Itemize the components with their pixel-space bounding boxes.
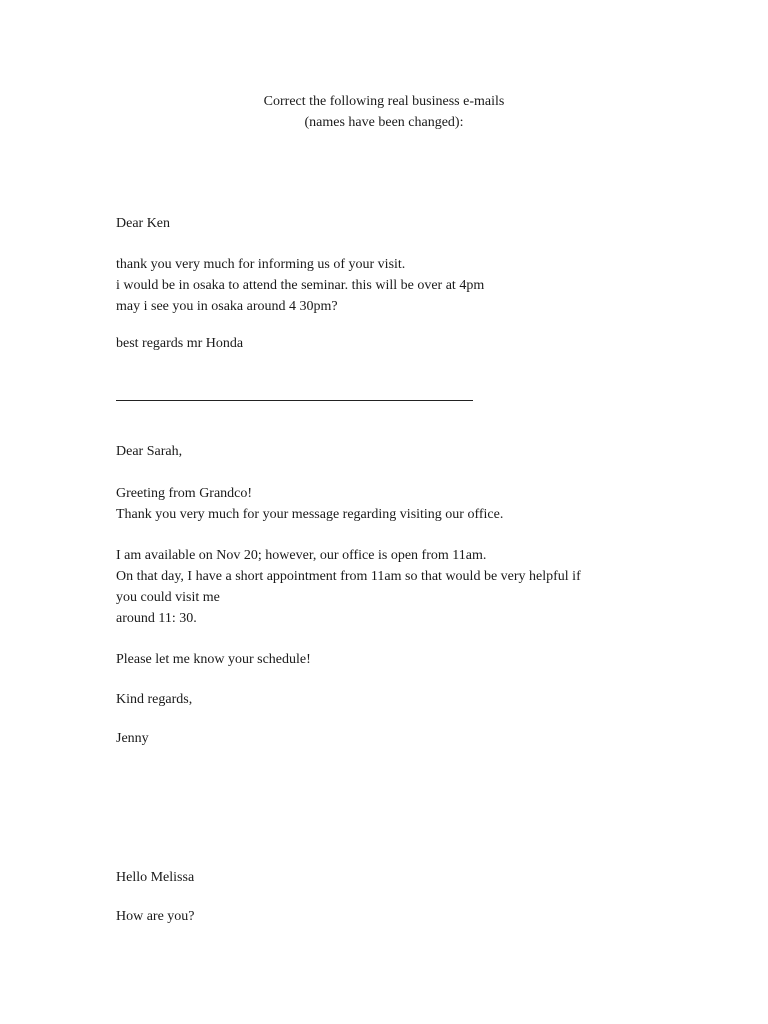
email-1-salutation: Dear Ken: [116, 216, 171, 231]
title-line-1: Correct the following real business e-mails: [263, 94, 505, 109]
email-2-closing: Kind regards,: [116, 692, 193, 707]
email-2-intro-line: Thank you very much for your message regarding visiting our office.: [116, 507, 504, 522]
email-2-request: Please let me know your schedule!: [116, 652, 311, 667]
email-3-salutation: Hello Melissa: [116, 870, 195, 885]
email-1-body: [116, 254, 676, 317]
email-3-body: How are you?: [116, 909, 195, 924]
email-1-closing: best regards mr Honda: [116, 336, 244, 351]
email-1-body-line: may i see you in osaka around 4 30pm?: [116, 299, 338, 314]
email-2-intro-line: Greeting from Grandco!: [116, 486, 253, 501]
email-2-body-line: you could visit me: [116, 590, 220, 605]
page-title: [0, 91, 768, 133]
email-1-body-line: thank you very much for informing us of your visit.: [116, 257, 406, 272]
email-2-signature: Jenny: [116, 731, 149, 746]
email-1-body-line: i would be in osaka to attend the seminar. this will be over at 4pm: [116, 278, 485, 293]
email-2-body-line: around 11: 30.: [116, 611, 197, 626]
title-line-2: (names have been changed):: [304, 115, 464, 130]
email-2-body-line: I am available on Nov 20; however, our office is open from 11am.: [116, 548, 487, 563]
email-2-body: [116, 545, 676, 629]
email-divider: [116, 400, 473, 401]
email-2-intro: [116, 483, 676, 525]
email-2-salutation: Dear Sarah,: [116, 444, 183, 459]
email-2-body-line: On that day, I have a short appointment from 11am so that would be very helpful if: [116, 569, 581, 584]
